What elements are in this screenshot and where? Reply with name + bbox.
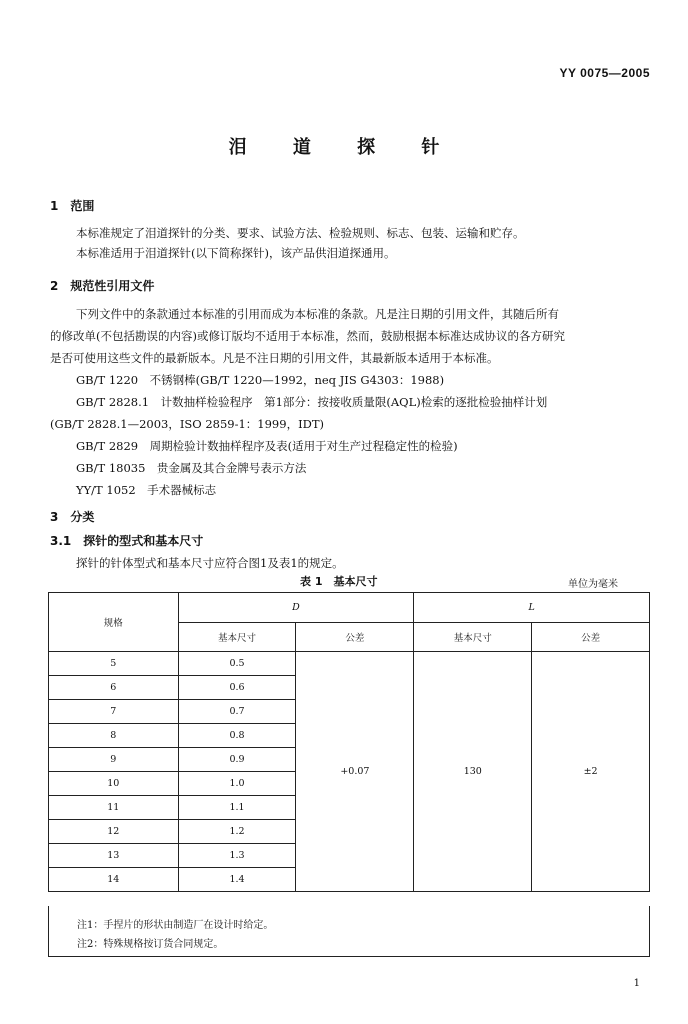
spec-cell: 8 <box>49 724 179 748</box>
spec-cell: 5 <box>49 652 179 676</box>
paragraph: 探针的针体型式和基本尺寸应符合图1及表1的规定。 <box>76 556 344 570</box>
reference-item: GB/T 2828.1 计数抽样检验程序 第1部分：按接收质量限(AQL)检索的逐批检验抽样计划 <box>76 395 548 409</box>
reference-item: GB/T 1220 不锈钢棒(GB/T 1220—1992，neq JIS G4303：1988) <box>76 373 445 387</box>
spec-cell: 14 <box>49 868 179 892</box>
section-2-heading: 2 规范性引用文件 <box>50 279 155 293</box>
d-cell: 1.3 <box>178 844 296 868</box>
note-1: 注1：手捏片的形状由制造厂在设计时给定。 <box>77 920 274 931</box>
reference-item: (GB/T 2828.1—2003，ISO 2859-1：1999，IDT) <box>50 417 324 431</box>
dimensions-table <box>48 592 650 892</box>
table-caption: 表 1 基本尺寸 <box>300 575 378 588</box>
d-cell: 0.8 <box>178 724 296 748</box>
d-cell: 0.6 <box>178 676 296 700</box>
table-unit: 单位为毫米 <box>568 579 618 590</box>
table-row <box>49 652 650 676</box>
document-title: 泪 道 探 针 <box>228 137 460 158</box>
reference-item: GB/T 2829 周期检验计数抽样程序及表(适用于对生产过程稳定性的检验) <box>76 439 458 453</box>
spec-cell: 11 <box>49 796 179 820</box>
header-l-basic: 基本尺寸 <box>414 622 532 652</box>
spec-cell: 6 <box>49 676 179 700</box>
paragraph: 是否可使用这些文件的最新版本。凡是不注日期的引用文件，其最新版本适用于本标准。 <box>50 351 499 365</box>
d-cell: 1.1 <box>178 796 296 820</box>
table-notes <box>48 906 650 957</box>
spec-cell: 13 <box>49 844 179 868</box>
header-l-tol: 公差 <box>532 622 650 652</box>
paragraph: 本标准规定了泪道探针的分类、要求、试验方法、检验规则、标志、包装、运输和贮存。 <box>76 226 525 240</box>
l-basic-cell: 130 <box>414 652 532 892</box>
d-cell: 0.5 <box>178 652 296 676</box>
section-1-heading: 1 范围 <box>50 199 95 213</box>
paragraph: 下列文件中的条款通过本标准的引用而成为本标准的条款。凡是注日期的引用文件，其随后所有 <box>76 307 559 321</box>
paragraph: 本标准适用于泪道探针(以下简称探针)，该产品供泪道探通用。 <box>76 246 396 260</box>
page-number: 1 <box>633 978 640 989</box>
spec-cell: 10 <box>49 772 179 796</box>
spec-cell: 9 <box>49 748 179 772</box>
paragraph: 的修改单(不包括勘误的内容)或修订版均不适用于本标准，然而，鼓励根据本标准达成协议的各方研究 <box>50 329 565 343</box>
header-d-basic: 基本尺寸 <box>178 622 296 652</box>
header-l: L <box>414 593 650 623</box>
d-cell: 0.9 <box>178 748 296 772</box>
d-cell: 0.7 <box>178 700 296 724</box>
reference-item: GB/T 18035 贵金属及其合金牌号表示方法 <box>76 461 307 475</box>
d-cell: 1.4 <box>178 868 296 892</box>
spec-cell: 12 <box>49 820 179 844</box>
section-3-1-heading: 3.1 探针的型式和基本尺寸 <box>50 534 204 548</box>
reference-item: YY/T 1052 手术器械标志 <box>76 483 217 497</box>
l-tolerance-cell: ±2 <box>532 652 650 892</box>
spec-cell: 7 <box>49 700 179 724</box>
header-spec: 规格 <box>49 593 179 652</box>
note-2: 注2：特殊规格按订货合同规定。 <box>77 939 224 950</box>
section-3-heading: 3 分类 <box>50 510 95 524</box>
d-cell: 1.2 <box>178 820 296 844</box>
standard-number: YY 0075—2005 <box>559 66 650 80</box>
header-d-tol: 公差 <box>296 622 414 652</box>
d-tolerance-cell: +0.07 <box>296 652 414 892</box>
header-d: D <box>178 593 414 623</box>
d-cell: 1.0 <box>178 772 296 796</box>
